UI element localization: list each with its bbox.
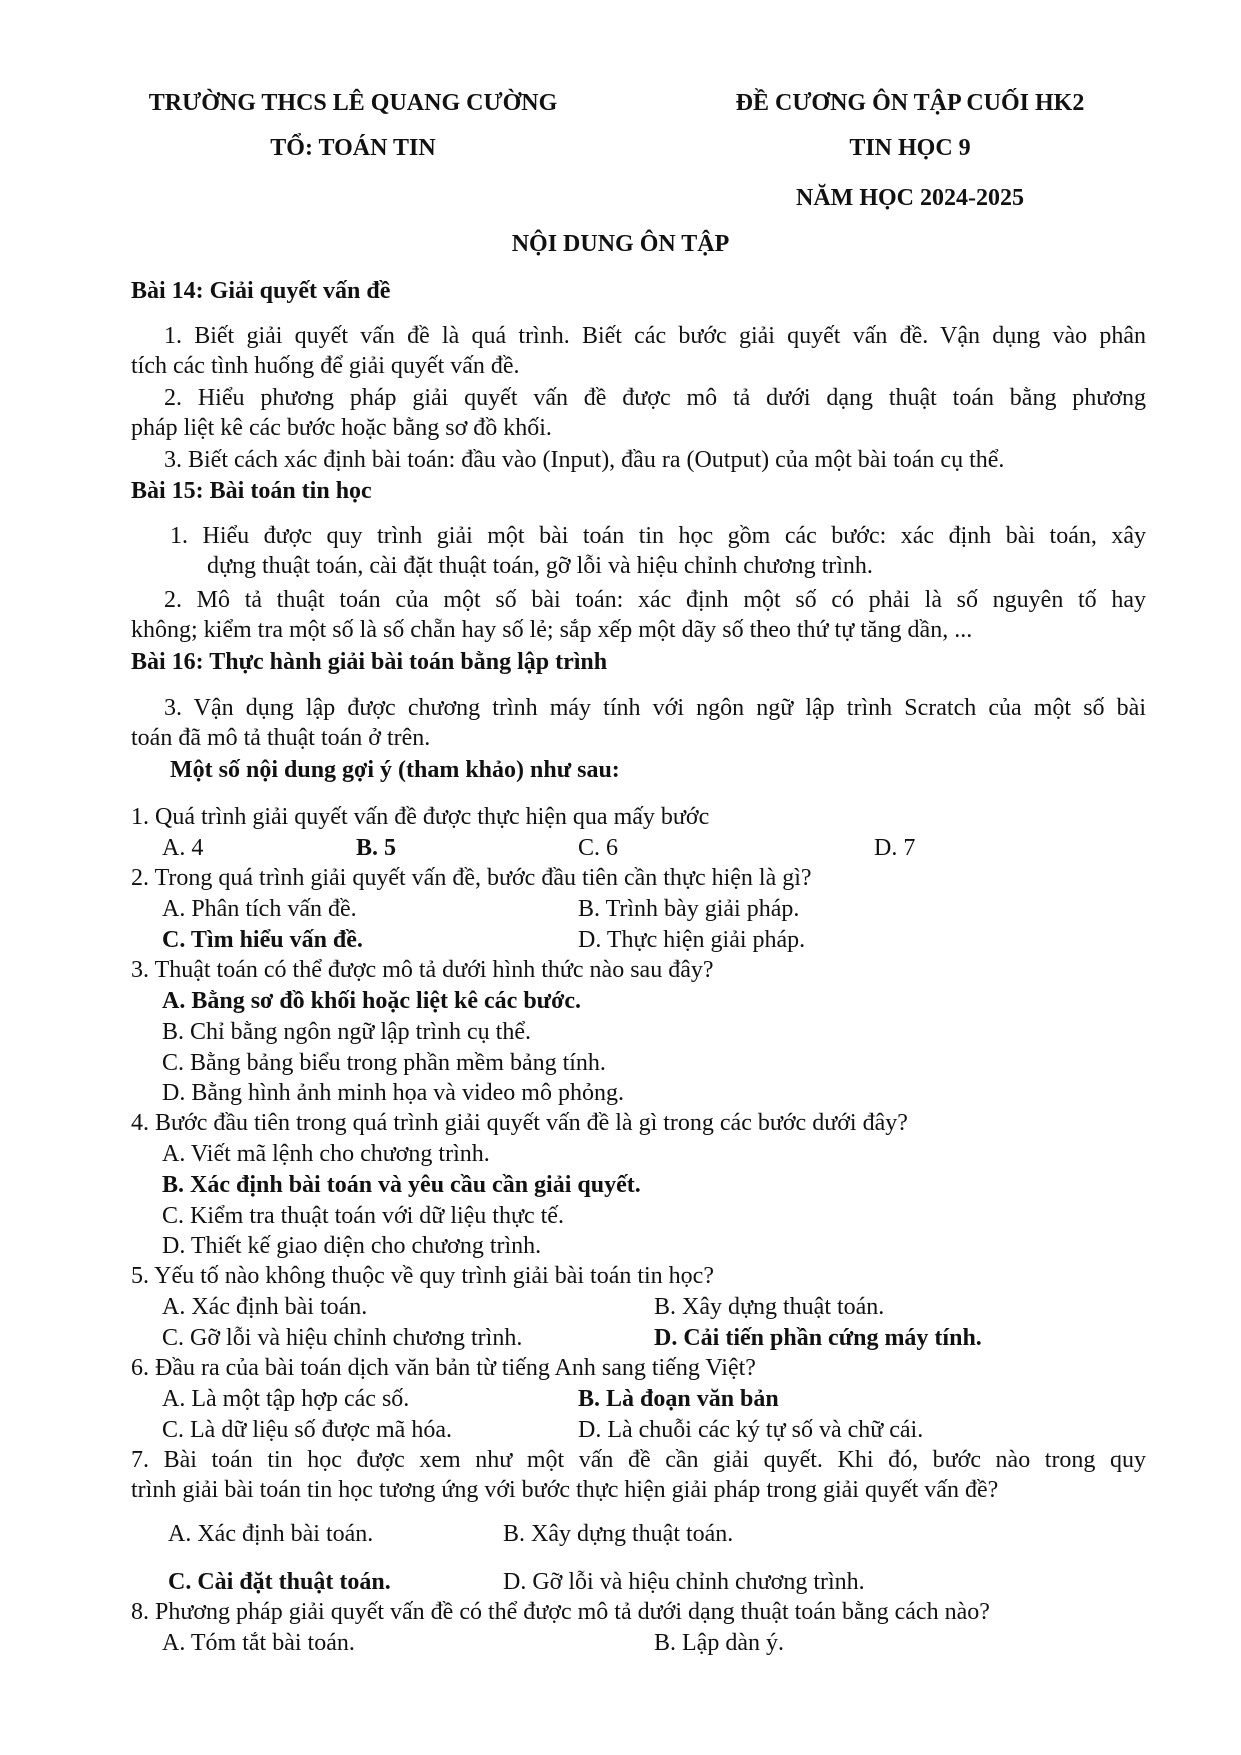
- question-4: 4. Bước đầu tiên trong quá trình giải quyết vấn đề là gì trong các bước dưới đây?: [131, 1110, 908, 1136]
- suggest-title: Một số nội dung gợi ý (tham khảo) như sau:: [170, 757, 620, 783]
- q2-option-d: D. Thực hiện giải pháp.: [578, 927, 806, 953]
- q6-option-a: A. Là một tập hợp các số.: [162, 1386, 410, 1412]
- q4-option-a: A. Viết mã lệnh cho chương trình.: [162, 1141, 490, 1167]
- q5-option-b: B. Xây dựng thuật toán.: [654, 1294, 885, 1320]
- q8-option-b: B. Lập dàn ý.: [654, 1630, 784, 1656]
- q7-option-b: B. Xây dựng thuật toán.: [503, 1521, 734, 1547]
- q1-option-d: D. 7: [874, 835, 916, 861]
- q3-option-b: B. Chỉ bằng ngôn ngữ lập trình cụ thể.: [162, 1019, 531, 1045]
- lesson-15-item-1: 1. Hiểu được quy trình giải một bài toán tin học gồm các bước: xác định bài toán, xây dựng thuật toán, cài đặt thuật toán, gỡ lỗi và hiệu chỉnh chương trình.: [170, 523, 1146, 579]
- school-name: TRƯỜNG THCS LÊ QUANG CƯỜNG: [148, 90, 558, 116]
- lesson-14-item-1: 1. Biết giải quyết vấn đề là quá trình. Biết các bước giải quyết vấn đề. Vận dụng vào phân tích các tình huống để giải quyết vấn đề.: [131, 323, 1146, 379]
- question-3: 3. Thuật toán có thể được mô tả dưới hình thức nào sau đây?: [131, 957, 714, 983]
- q5-option-d: D. Cải tiến phần cứng máy tính.: [654, 1325, 982, 1351]
- main-title: NỘI DUNG ÔN TẬP: [511, 231, 730, 257]
- lesson-15-item-2: 2. Mô tả thuật toán của một số bài toán: xác định một số có phải là số nguyên tố hay không; kiểm tra một số là số chẵn hay số lẻ; sắp xếp một dãy số theo thứ tự tăng dần, ...: [131, 587, 1146, 643]
- lesson-16-title: Bài 16: Thực hành giải bài toán bằng lập trình: [131, 649, 608, 675]
- question-8: 8. Phương pháp giải quyết vấn đề có thể được mô tả dưới dạng thuật toán bằng cách nào?: [131, 1599, 990, 1625]
- q7-option-a: A. Xác định bài toán.: [168, 1521, 374, 1547]
- q6-option-d: D. Là chuỗi các ký tự số và chữ cái.: [578, 1417, 924, 1443]
- question-2: 2. Trong quá trình giải quyết vấn đề, bước đầu tiên cần thực hiện là gì?: [131, 865, 812, 891]
- q6-option-b: B. Là đoạn văn bản: [578, 1386, 779, 1412]
- lesson-14-item-2: 2. Hiểu phương pháp giải quyết vấn đề được mô tả dưới dạng thuật toán bằng phương pháp liệt kê các bước hoặc bằng sơ đồ khối.: [131, 385, 1146, 441]
- q6-option-c: C. Là dữ liệu số được mã hóa.: [162, 1417, 452, 1443]
- q1-option-a: A. 4: [162, 835, 204, 861]
- school-year: NĂM HỌC 2024-2025: [796, 185, 1024, 211]
- q7-option-c: C. Cài đặt thuật toán.: [168, 1569, 391, 1595]
- q5-option-c: C. Gỡ lỗi và hiệu chỉnh chương trình.: [162, 1325, 523, 1351]
- q5-option-a: A. Xác định bài toán.: [162, 1294, 368, 1320]
- question-5: 5. Yếu tố nào không thuộc về quy trình giải bài toán tin học?: [131, 1263, 714, 1289]
- q4-option-d: D. Thiết kế giao diện cho chương trình.: [162, 1233, 542, 1259]
- q3-option-a: A. Bằng sơ đồ khối hoặc liệt kê các bước.: [162, 988, 582, 1014]
- q3-option-c: C. Bằng bảng biểu trong phần mềm bảng tính.: [162, 1050, 606, 1076]
- q1-option-c: C. 6: [578, 835, 619, 861]
- q2-option-b: B. Trình bày giải pháp.: [578, 896, 800, 922]
- q3-option-d: D. Bằng hình ảnh minh họa và video mô phỏng.: [162, 1080, 624, 1106]
- q2-option-c: C. Tìm hiểu vấn đề.: [162, 927, 363, 953]
- subject-name: TIN HỌC 9: [849, 135, 971, 161]
- q2-option-a: A. Phân tích vấn đề.: [162, 896, 357, 922]
- q7-option-d: D. Gỡ lỗi và hiệu chỉnh chương trình.: [503, 1569, 865, 1595]
- lesson-14-item-3: 3. Biết cách xác định bài toán: đầu vào (Input), đầu ra (Output) của một bài toán cụ thể.: [164, 447, 1005, 473]
- lesson-14-title: Bài 14: Giải quyết vấn đề: [131, 278, 391, 304]
- q4-option-c: C. Kiểm tra thuật toán với dữ liệu thực tế.: [162, 1203, 564, 1229]
- department-name: TỔ: TOÁN TIN: [270, 135, 436, 161]
- q1-option-b: B. 5: [356, 835, 397, 861]
- q4-option-b: B. Xác định bài toán và yêu cầu cần giải quyết.: [162, 1172, 641, 1198]
- document-title: ĐỀ CƯƠNG ÔN TẬP CUỐI HK2: [735, 90, 1085, 116]
- lesson-15-title: Bài 15: Bài toán tin học: [131, 478, 372, 504]
- lesson-16-item-3: 3. Vận dụng lập được chương trình máy tính với ngôn ngữ lập trình Scratch của một số bài toán đã mô tả thuật toán ở trên.: [131, 695, 1146, 751]
- q8-option-a: A. Tóm tắt bài toán.: [162, 1630, 355, 1656]
- question-1: 1. Quá trình giải quyết vấn đề được thực hiện qua mấy bước: [131, 804, 710, 830]
- question-6: 6. Đầu ra của bài toán dịch văn bản từ tiếng Anh sang tiếng Việt?: [131, 1355, 756, 1381]
- question-7: 7. Bài toán tin học được xem như một vấn đề cần giải quyết. Khi đó, bước nào trong quy trình giải bài toán tin học tương ứng với bước thực hiện giải pháp trong giải quyết vấn đề?: [131, 1447, 1146, 1503]
